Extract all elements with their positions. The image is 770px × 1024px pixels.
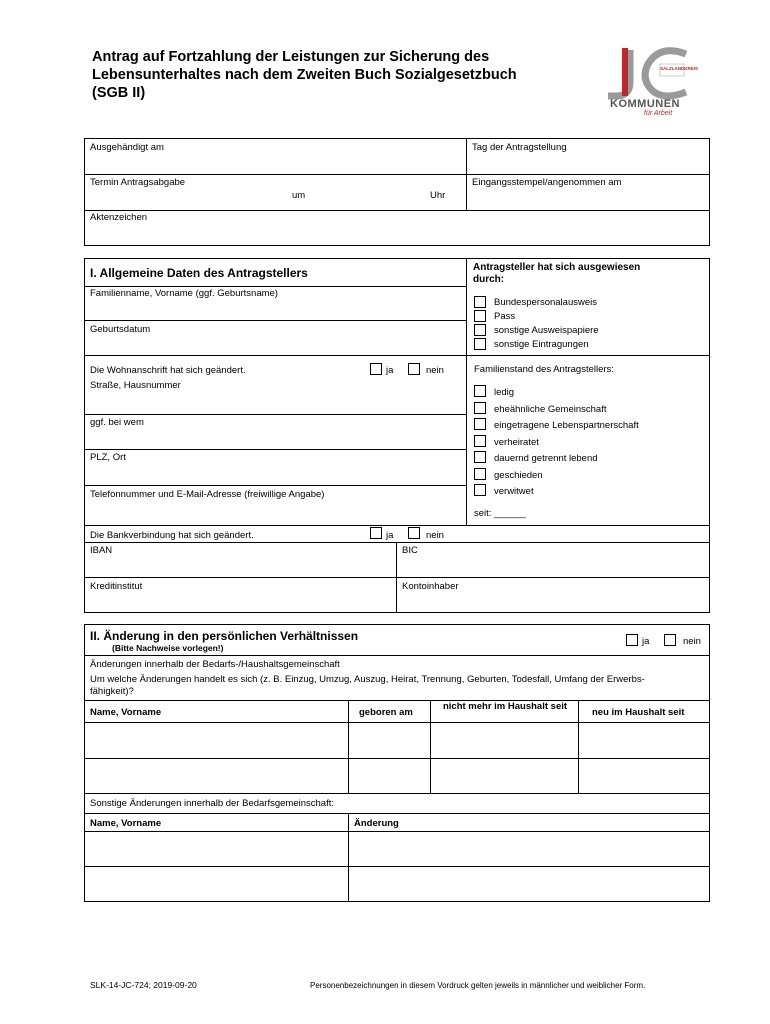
section-2-title: II. Änderung in den persönlichen Verhältnissen [90, 629, 359, 643]
option-label: Bundespersonalausweis [494, 297, 597, 308]
col-header-aenderung: Änderung [354, 818, 399, 829]
option-label: verwitwet [494, 486, 534, 497]
checkbox-sonstige-eintragungen[interactable] [474, 338, 486, 350]
ausgehaendigt-label: Ausgehändigt am [90, 142, 164, 153]
section-2-subtitle: (Bitte Nachweise vorlegen!) [112, 643, 224, 653]
name-label: Familienname, Vorname (ggf. Geburtsname) [90, 288, 278, 299]
termin-label: Termin Antragsabgabe [90, 177, 186, 188]
wohnanschrift-label: Die Wohnanschrift hat sich geändert. [90, 365, 246, 376]
bei-wem-label: ggf. bei wem [90, 417, 144, 428]
ausweis-title-line: Antragsteller hat sich ausgewiesen [473, 262, 641, 273]
question-line: Um welche Änderungen handelt es sich (z. B. Einzug, Umzug, Auszug, Heirat, Trennung, Geburten, Todesfall, Umfang der Erwerbs- [90, 674, 645, 685]
geburtsdatum-label: Geburtsdatum [90, 324, 151, 335]
strasse-label: Straße, Hausnummer [90, 380, 181, 391]
checkbox-geschieden[interactable] [474, 468, 486, 480]
form-title [92, 48, 572, 102]
tag-antragstellung-label: Tag der Antragstellung [472, 142, 567, 153]
option-label: dauernd getrennt lebend [494, 453, 598, 464]
ausweis-title-line: durch: [473, 274, 505, 285]
ja-label: ja [642, 636, 650, 647]
sonstige-label: Sonstige Änderungen innerhalb der Bedarfsgemeinschaft: [90, 798, 334, 809]
form-id: SLK-14-JC-724; 2019-09-20 [90, 980, 197, 990]
col-header-nicht-mehr: nicht mehr im Haushalt seit [442, 701, 568, 712]
ausweis-title [473, 262, 640, 286]
option-label: eingetragene Lebenspartnerschaft [494, 420, 639, 431]
telefon-label: Telefonnummer und E-Mail-Adresse (freiwillige Angabe) [90, 489, 325, 500]
logo-tagline: für Arbeit [644, 110, 673, 117]
section-1-box [84, 258, 710, 613]
col-header-name-2: Name, Vorname [90, 818, 162, 829]
checkbox-aenderung-nein[interactable] [664, 634, 676, 646]
nein-label: nein [426, 530, 444, 541]
checkbox-verheiratet[interactable] [474, 435, 486, 447]
option-label: verheiratet [494, 437, 539, 448]
eingangsstempel-label: Eingangsstempel/angenommen am [472, 177, 622, 188]
jobcenter-logo [600, 46, 700, 122]
uhr-label: Uhr [430, 190, 446, 201]
bank-label: Die Bankverbindung hat sich geändert. [90, 530, 254, 541]
checkbox-pass[interactable] [474, 310, 486, 322]
checkbox-wohnanschrift-ja[interactable] [370, 363, 382, 375]
checkbox-getrennt[interactable] [474, 451, 486, 463]
bedarf-label: Änderungen innerhalb der Bedarfs-/Haushaltsgemeinschaft [90, 659, 340, 670]
nein-label: nein [426, 365, 444, 376]
option-label: sonstige Ausweispapiere [494, 325, 599, 336]
option-label: sonstige Eintragungen [494, 339, 589, 350]
checkbox-lebenspartnerschaft[interactable] [474, 418, 486, 430]
checkbox-bank-nein[interactable] [408, 527, 420, 539]
checkbox-wohnanschrift-nein[interactable] [408, 363, 420, 375]
option-label: ledig [494, 387, 515, 398]
familienstand-title: Familienstand des Antragstellers: [474, 364, 614, 375]
checkbox-eheaehnlich[interactable] [474, 402, 486, 414]
col-header-name: Name, Vorname [90, 707, 162, 718]
checkbox-sonstige-ausweispapiere[interactable] [474, 324, 486, 336]
plz-ort-label: PLZ, Ort [90, 452, 126, 463]
kontoinhaber-label: Kontoinhaber [402, 581, 459, 592]
option-label: geschieden [494, 470, 543, 481]
office-use-box [84, 138, 710, 246]
option-label: Pass [494, 311, 516, 322]
col-header-neu: neu im Haushalt seit [592, 707, 685, 718]
option-label: eheähnliche Gemeinschaft [494, 404, 607, 415]
footer-note: Personenbezeichnungen in diesem Vordruck gelten jeweils in männlicher und weiblicher Form. [310, 981, 646, 990]
col-header-geboren: geboren am [359, 707, 413, 718]
checkbox-bundespersonalausweis[interactable] [474, 296, 486, 308]
title-line: (SGB II) [92, 85, 146, 101]
section-1-title: I. Allgemeine Daten des Antragstellers [90, 266, 308, 280]
um-label: um [292, 190, 306, 201]
checkbox-ledig[interactable] [474, 385, 486, 397]
ja-label: ja [386, 530, 394, 541]
logo-brand: KOMMUNEN [610, 98, 680, 110]
seit-field[interactable]: seit: ______ [474, 508, 526, 519]
title-line: Lebensunterhaltes nach dem Zweiten Buch Sozialgesetzbuch [92, 67, 517, 83]
bic-label: BIC [402, 545, 418, 556]
checkbox-verwitwet[interactable] [474, 484, 486, 496]
ja-label: ja [386, 365, 394, 376]
checkbox-bank-ja[interactable] [370, 527, 382, 539]
kreditinstitut-label: Kreditinstitut [90, 581, 143, 592]
aktenzeichen-label: Aktenzeichen [90, 212, 148, 223]
question-line: fähigkeit)? [90, 686, 134, 697]
iban-label: IBAN [90, 545, 113, 556]
title-line: Antrag auf Fortzahlung der Leistungen zur Sicherung des [92, 49, 490, 65]
nein-label: nein [683, 636, 701, 647]
checkbox-aenderung-ja[interactable] [626, 634, 638, 646]
logo-district: SALZLANDKREIS [660, 66, 698, 71]
